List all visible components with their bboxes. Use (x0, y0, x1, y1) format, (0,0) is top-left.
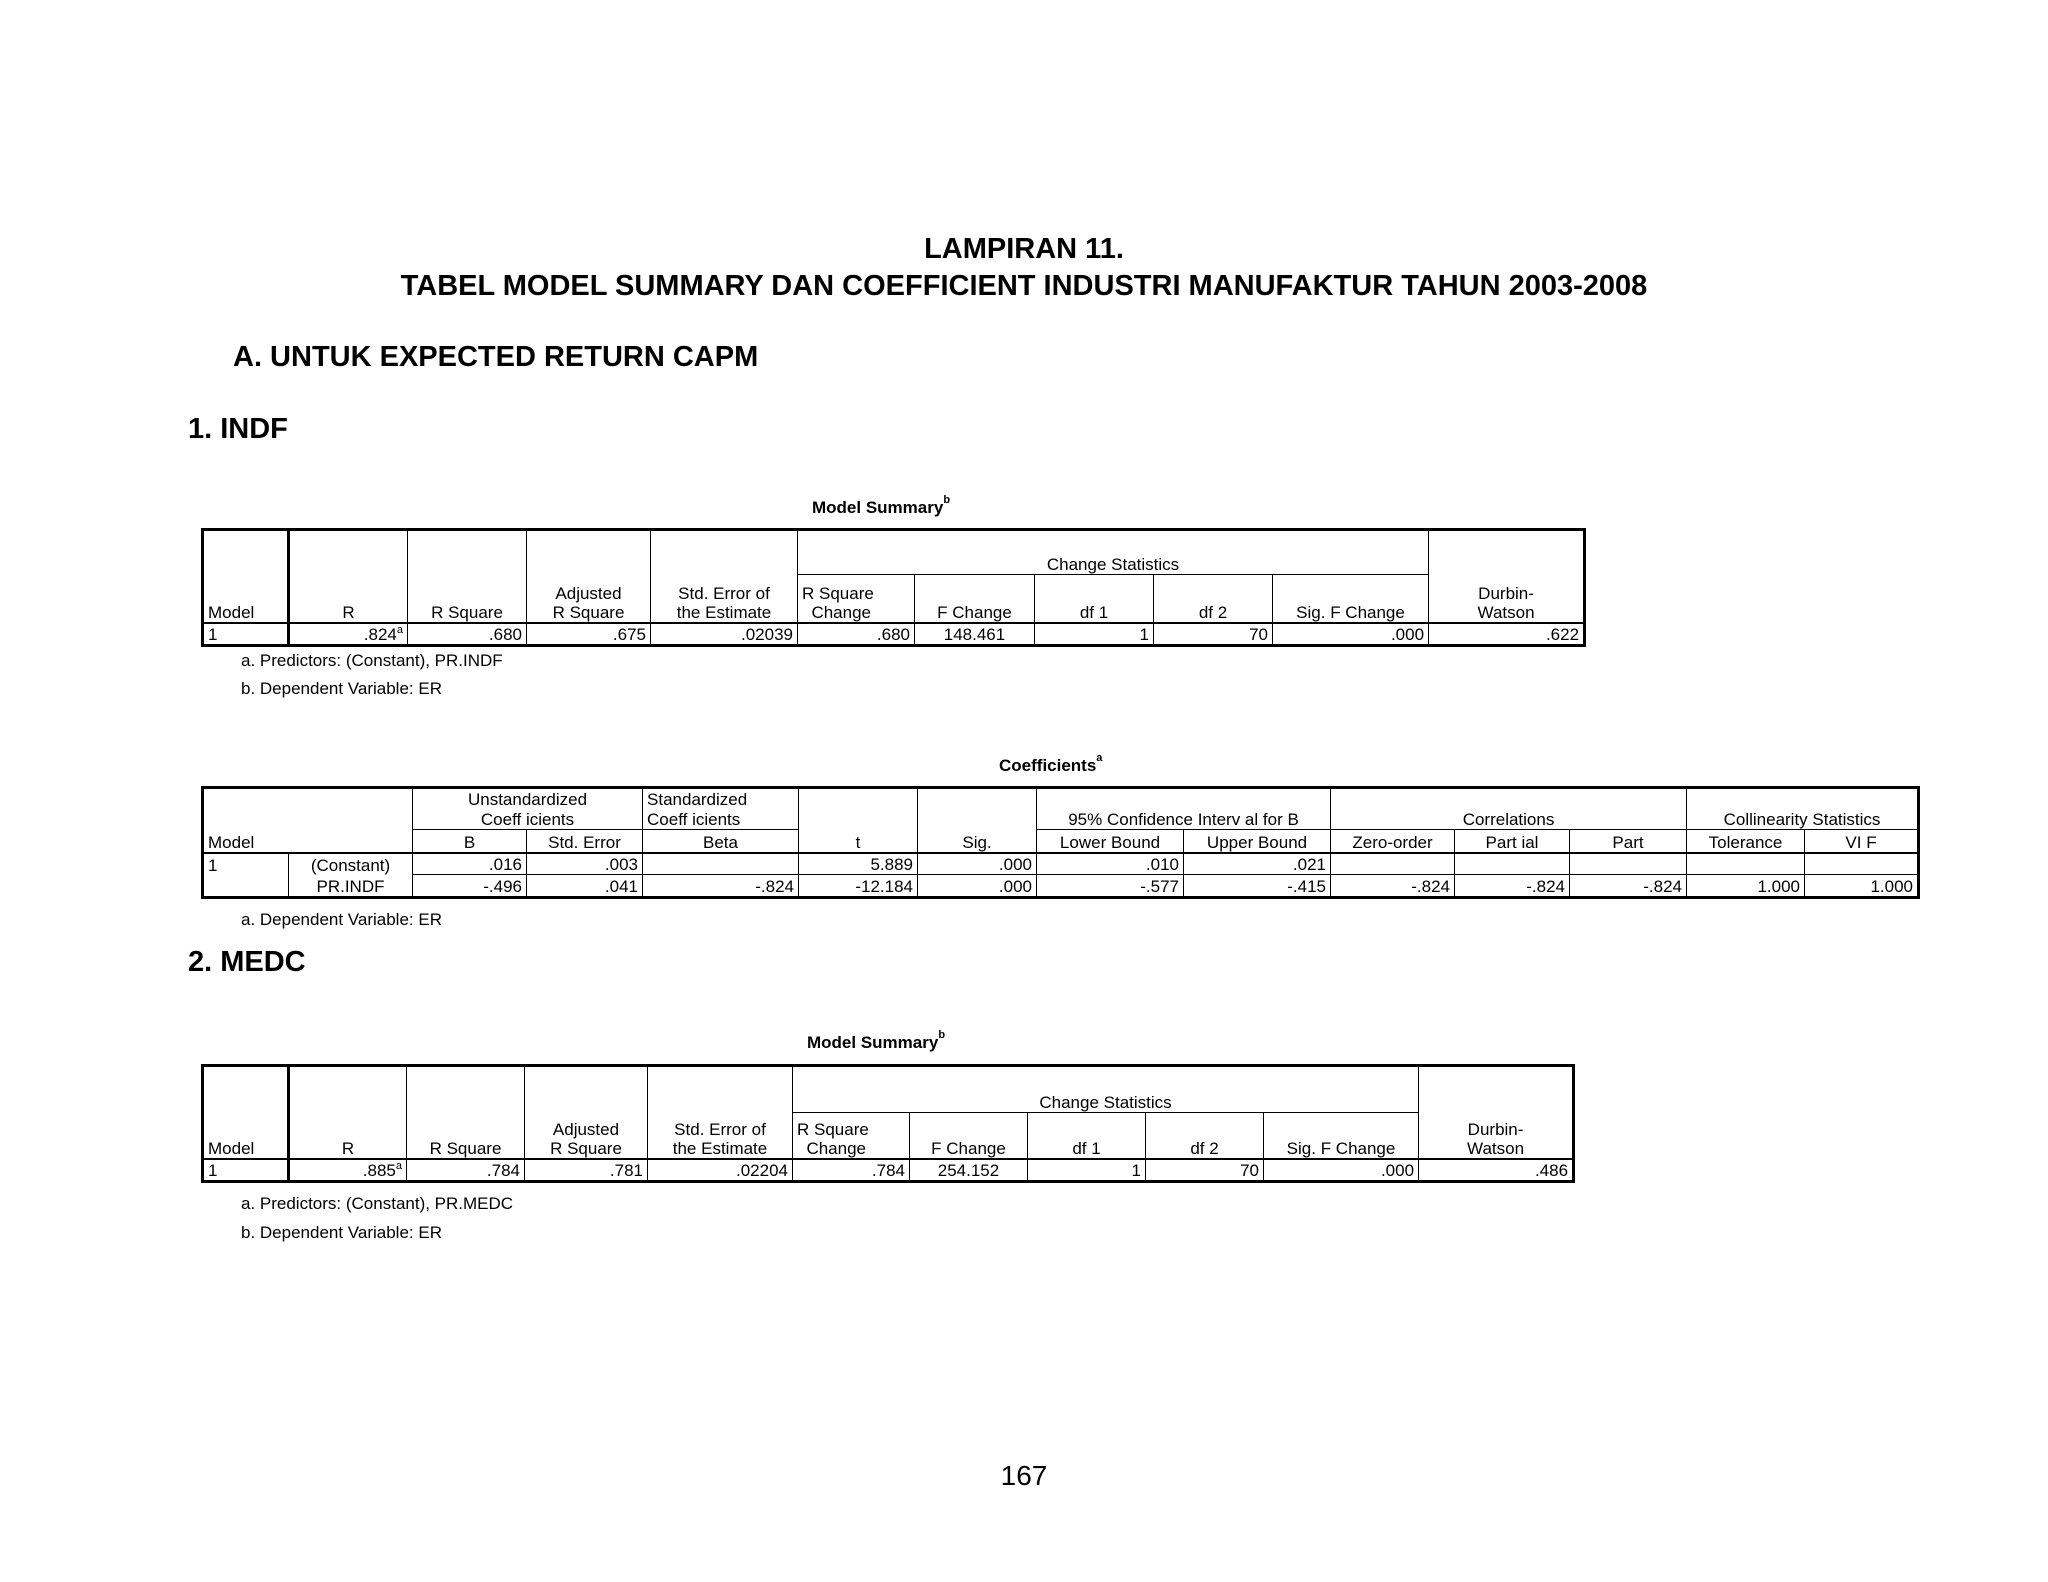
df1-header: df 1 (1035, 575, 1154, 623)
indf-model-summary-table (201, 528, 1586, 647)
f-change-header: F Change (910, 1113, 1028, 1159)
medc-ms-footnote-b: b. Dependent Variable: ER (241, 1223, 442, 1242)
table-row: 1 .824$^a$ .680 .675 .02039 .680 148.461 1 70 .000 .622 (203, 623, 1585, 646)
confidence-interval-header: 95% Confidence Interv al for B (1037, 809, 1331, 830)
indf-coef-footnote-a: a. Dependent Variable: ER (241, 910, 442, 929)
df2-header: df 2 (1154, 575, 1273, 623)
model-header: Model (203, 1113, 289, 1159)
table-row: PR.INDF -.496 .041 -.824 -12.184 .000 -.577 -.415 -.824 -.824 -.824 1.000 1.000 (203, 875, 1919, 898)
r-square-change-header: R Square Change (798, 575, 915, 623)
table-row: 1 (Constant) .016 .003 5.889 .000 .010 .021 (203, 853, 1919, 875)
indf-coefficients-table: Unstandardized Standardized Coeff icients Coeff icients 95% Confidence Interv al for B Correlations Collinearity Statistics Model B Std. Error Beta t Sig. Lower Bound Upper Bound Zero-order Part ial Part Tolerance VI F 1 (Constant) .016 .003 5.889 .000 .010 .021 PR.INDF -.496 .041 -.824 -12.184 .000 -.577 -.415 -.824 -.824 -.824 1.000 1.000 (201, 786, 1920, 899)
indf-ms-footnote-a: a. Predictors: (Constant), PR.INDF (241, 651, 503, 670)
r-header: R (289, 575, 408, 623)
durbin-watson-header: Durbin- Watson (1429, 575, 1585, 623)
medc-heading: 2. MEDC (188, 946, 306, 978)
durbin-watson-header: Durbin- Watson (1419, 1113, 1574, 1159)
adjusted-r-square-header: Adjusted R Square (525, 1113, 648, 1159)
medc-ms-footnote-a: a. Predictors: (Constant), PR.MEDC (241, 1194, 514, 1213)
indf-heading: 1. INDF (188, 413, 288, 445)
model-header: Model (203, 575, 289, 623)
adjusted-r-square-header: Adjusted R Square (527, 575, 651, 623)
df2-header: df 2 (1146, 1113, 1264, 1159)
std-error-header: Std. Error of the Estimate (651, 575, 798, 623)
std-error-header: Std. Error of the Estimate (648, 1113, 793, 1159)
page-number: 167 (1000, 1460, 1048, 1491)
table-row: 1 .885$^a$ .784 .781 .02204 .784 254.152 1 70 .000 .486 (203, 1159, 1574, 1182)
r-square-header: R Square (407, 1113, 525, 1159)
indf-model-summary-title: Model Summary$^b$ (812, 494, 951, 517)
medc-model-summary-title: Model Summary$^b$ (807, 1029, 946, 1052)
section-a-heading: A. UNTUK EXPECTED RETURN CAPM (233, 341, 759, 373)
r-square-change-header: R Square Change (793, 1113, 910, 1159)
standardized-header: Standardized (643, 788, 799, 809)
appendix-subtitle: TABEL MODEL SUMMARY DAN COEFFICIENT INDUSTRI MANUFAKTUR TAHUN 2003-2008 (400, 270, 1648, 302)
f-change-header: F Change (915, 575, 1035, 623)
sig-f-change-header: Sig. F Change (1273, 575, 1429, 623)
sig-f-change-header: Sig. F Change (1264, 1113, 1419, 1159)
unstandardized-header: Unstandardized (413, 788, 643, 809)
indf-coefficients-title: Coefficients$^a$ (999, 752, 1103, 775)
change-statistics-header: Change Statistics (793, 1066, 1419, 1113)
correlations-header: Correlations (1331, 809, 1687, 830)
df1-header: df 1 (1028, 1113, 1146, 1159)
indf-ms-footnote-b: b. Dependent Variable: ER (241, 679, 442, 698)
change-statistics-header: Change Statistics (798, 530, 1429, 575)
r-header: R (289, 1113, 407, 1159)
r-square-header: R Square (408, 575, 527, 623)
model-header: Model (203, 830, 413, 853)
medc-model-summary-table (201, 1064, 1575, 1183)
appendix-title: LAMPIRAN 11. (924, 233, 1124, 265)
collinearity-header: Collinearity Statistics (1687, 809, 1919, 830)
